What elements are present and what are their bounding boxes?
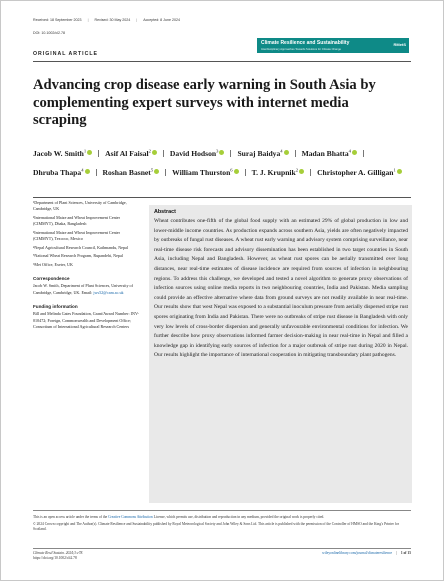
article-dates: Received: 18 September 2023 | Revised: 30 May 2024 | Accepted: 8 June 2024 — [33, 18, 180, 22]
divider — [33, 61, 411, 62]
orcid-icon[interactable] — [397, 169, 402, 174]
article-type: ORIGINAL ARTICLE — [33, 51, 98, 57]
affiliation-marker: 4 — [280, 148, 283, 153]
copyright-text: © 2024 Crown copyright and The Author(s). Climate Resilience and Sustainability published by Royal Meteorological Society and John Wiley & Sons Ltd. This article is published with the permission of the Controller of HMSO and the King's Printer for Scotland. — [33, 522, 399, 532]
affiliation: ⁴Nepal Agricultural Research Council, Kathmandu, Nepal — [33, 244, 128, 250]
author-name: Asif Al Faisal — [105, 148, 149, 158]
affiliation: ⁵National Wheat Research Program, Rupandehi, Nepal — [33, 253, 123, 259]
journal-site-link[interactable]: wileyonlinelibrary.com/journal/climateresilience — [322, 551, 393, 555]
abstract-box — [149, 205, 412, 503]
affiliation-marker: 4 — [348, 148, 351, 153]
correspondence-text: Jacob W. Smith, Department of Plant Sciences, University of Cambridge, Cambridge, UK. Email: jws52@cam.ac.uk — [33, 283, 133, 295]
affiliation: ⁶Met Office, Exeter, UK — [33, 261, 73, 267]
author[interactable] — [302, 149, 357, 158]
accepted-date: Accepted: 8 June 2024 — [143, 18, 180, 22]
author-separator — [230, 150, 231, 157]
license-footnote: This is an open access article under the terms of the Creative Commons Attribution License, which permits use, distribution and reproduction in any medium, provided the original work is properly cited. © 2024 Crown copyright and The Author(s). Climate Resilience and Sustainability published by Royal Meteorological Society and John Wiley & Sons Ltd. This article is published with the permission of the Controller of HMSO and the King's Printer for Scotland. — [33, 515, 411, 535]
journal-title: Climate Resilience and Sustainability — [261, 40, 350, 46]
author-separator — [163, 150, 164, 157]
footer-doi-link[interactable]: https://doi.org/10.1002/cli2.78 — [33, 556, 77, 560]
author[interactable] — [170, 149, 225, 158]
divider — [33, 548, 411, 549]
affiliation: ²International Maize and Wheat Improvement Center (CIMMYT), Dhaka, Bangladesh — [33, 214, 120, 227]
orcid-icon[interactable] — [234, 169, 239, 174]
journal-banner[interactable] — [257, 38, 409, 53]
author[interactable] — [317, 168, 402, 177]
page-number: 1 of 15 — [400, 551, 411, 555]
orcid-icon[interactable] — [87, 150, 92, 155]
author-name: Dhruba Thapa — [33, 168, 82, 178]
author[interactable] — [172, 168, 238, 177]
sidebar — [33, 200, 141, 330]
funding-text: Bill and Melinda Gates Foundation, Grant/Award Number: INV-010472; Foreign, Commonwealth and Development Office; Consortium of International Agricultural Research Centers — [33, 311, 139, 329]
received-date: Received: 18 September 2023 — [33, 18, 82, 22]
affiliation-marker: 1 — [83, 148, 87, 153]
doi[interactable]: DOI: 10.1002/cl2.78 — [33, 31, 65, 35]
author[interactable] — [33, 149, 92, 158]
orcid-icon[interactable] — [154, 169, 159, 174]
revised-date: Revised: 30 May 2024 — [94, 18, 131, 22]
divider — [33, 197, 411, 198]
orcid-icon[interactable] — [85, 169, 90, 174]
correspondence-heading: Correspondence — [33, 276, 70, 282]
author-list — [33, 142, 413, 181]
author-name: William Thurston — [172, 168, 231, 178]
author-name: T. J. Krupnik — [251, 168, 296, 178]
author[interactable] — [105, 149, 157, 158]
affiliation: ¹Department of Plant Sciences, University of Cambridge, Cambridge, UK — [33, 200, 127, 212]
author-separator — [165, 169, 166, 176]
author-name: Jacob W. Smith — [33, 148, 84, 158]
author-name: Madan Bhatta — [301, 148, 349, 158]
orcid-icon[interactable] — [299, 169, 304, 174]
affiliation-marker: 6 — [230, 167, 233, 173]
orcid-icon[interactable] — [352, 150, 357, 155]
journal-subtitle: Interdisciplinary Approaches Towards Solutions for Climate Change — [261, 47, 342, 51]
footer-right: wileyonlinelibrary.com/journal/climateresilience | 1 of 15 — [322, 551, 411, 555]
author-name: Suraj Baidya — [237, 148, 281, 158]
author-separator — [310, 169, 311, 176]
orcid-icon[interactable] — [284, 150, 289, 155]
affiliations — [33, 200, 141, 268]
author-separator — [96, 169, 97, 176]
affiliation-marker: 2 — [295, 167, 299, 173]
affiliation: ³International Maize and Wheat Improvement Center (CIMMYT), Texcoco, Mexico — [33, 229, 120, 242]
author-separator — [98, 150, 99, 157]
author-name: Christopher A. Gilligan — [317, 168, 394, 178]
abstract-text: Wheat contributes one-fifth of the global food supply with an estimated 29% of global production in low and lower-middle income countries. As production expands across southern Asia, yields are often negatively impacted by outbreaks of fungal rust diseases. A wheat rust early warning and advisory system comprising surveillance, near real-time disease risk forecasts and advisory dissemination has been established in two target countries in South Asia, including Nepal and Bangladesh. However, as wheat rust spores can be aerially transmitted over long distances, near real-time estimates of disease incidence are required from sources of infection in neighbouring regions. To address this challenge, we developed and tested a novel algorithm to generate proxy observations of infection sources using online media reports in two neighbouring countries, India and Pakistan. Media sampling could provide an effective alternative where data from ground surveys are not readily available in near real-time. Our results show that west Nepal was exposed to a substantial inoculum pressure from aerially dispersed stripe rust spores originating from India and Pakistan. There were no outbreaks of stripe rust disease in Bangladesh with only very low levels of cross-border dispersion and generally unfavourable environmental conditions for infection. We further describe how proxy observations informed farmer decision-making in near real-time in Nepal and filled a knowledge gap in identifying early sources of infection for a major outbreak of stripe rust during 2020 in Nepal. Our results highlight the importance of international cooperation in mitigating transboundary plant pathogens. — [154, 218, 408, 359]
author[interactable] — [33, 168, 90, 177]
affiliation-marker: 5 — [150, 167, 154, 173]
affiliation-marker: 2 — [148, 148, 151, 153]
affiliation-marker: 1 — [393, 167, 396, 173]
author[interactable] — [103, 168, 160, 177]
email-link[interactable]: jws52@cam.ac.uk — [93, 289, 124, 295]
author-separator — [363, 150, 364, 157]
rmets-logo: RMetS — [393, 42, 406, 47]
orcid-icon[interactable] — [152, 150, 157, 155]
author-name: David Hodson — [169, 148, 217, 158]
divider — [33, 510, 411, 511]
article-title: Advancing crop disease early warning in South Asia by complementing expert surveys with internet media scraping — [33, 77, 376, 128]
author[interactable] — [252, 168, 304, 177]
funding-heading: Funding information — [33, 304, 78, 310]
author-separator — [295, 150, 296, 157]
author[interactable] — [237, 149, 288, 158]
orcid-icon[interactable] — [219, 150, 224, 155]
affiliation-marker: 4 — [81, 167, 84, 173]
footer-citation: Climate Resil Sustain. 2024;3:e78. https://doi.org/10.1002/cli2.78 — [33, 551, 84, 560]
author-separator — [245, 169, 246, 176]
author-name: Roshan Basnet — [102, 168, 151, 178]
affiliation-marker: 3 — [216, 148, 219, 153]
license-link[interactable]: Creative Commons Attribution — [108, 515, 153, 519]
abstract-heading: Abstract — [154, 209, 176, 215]
